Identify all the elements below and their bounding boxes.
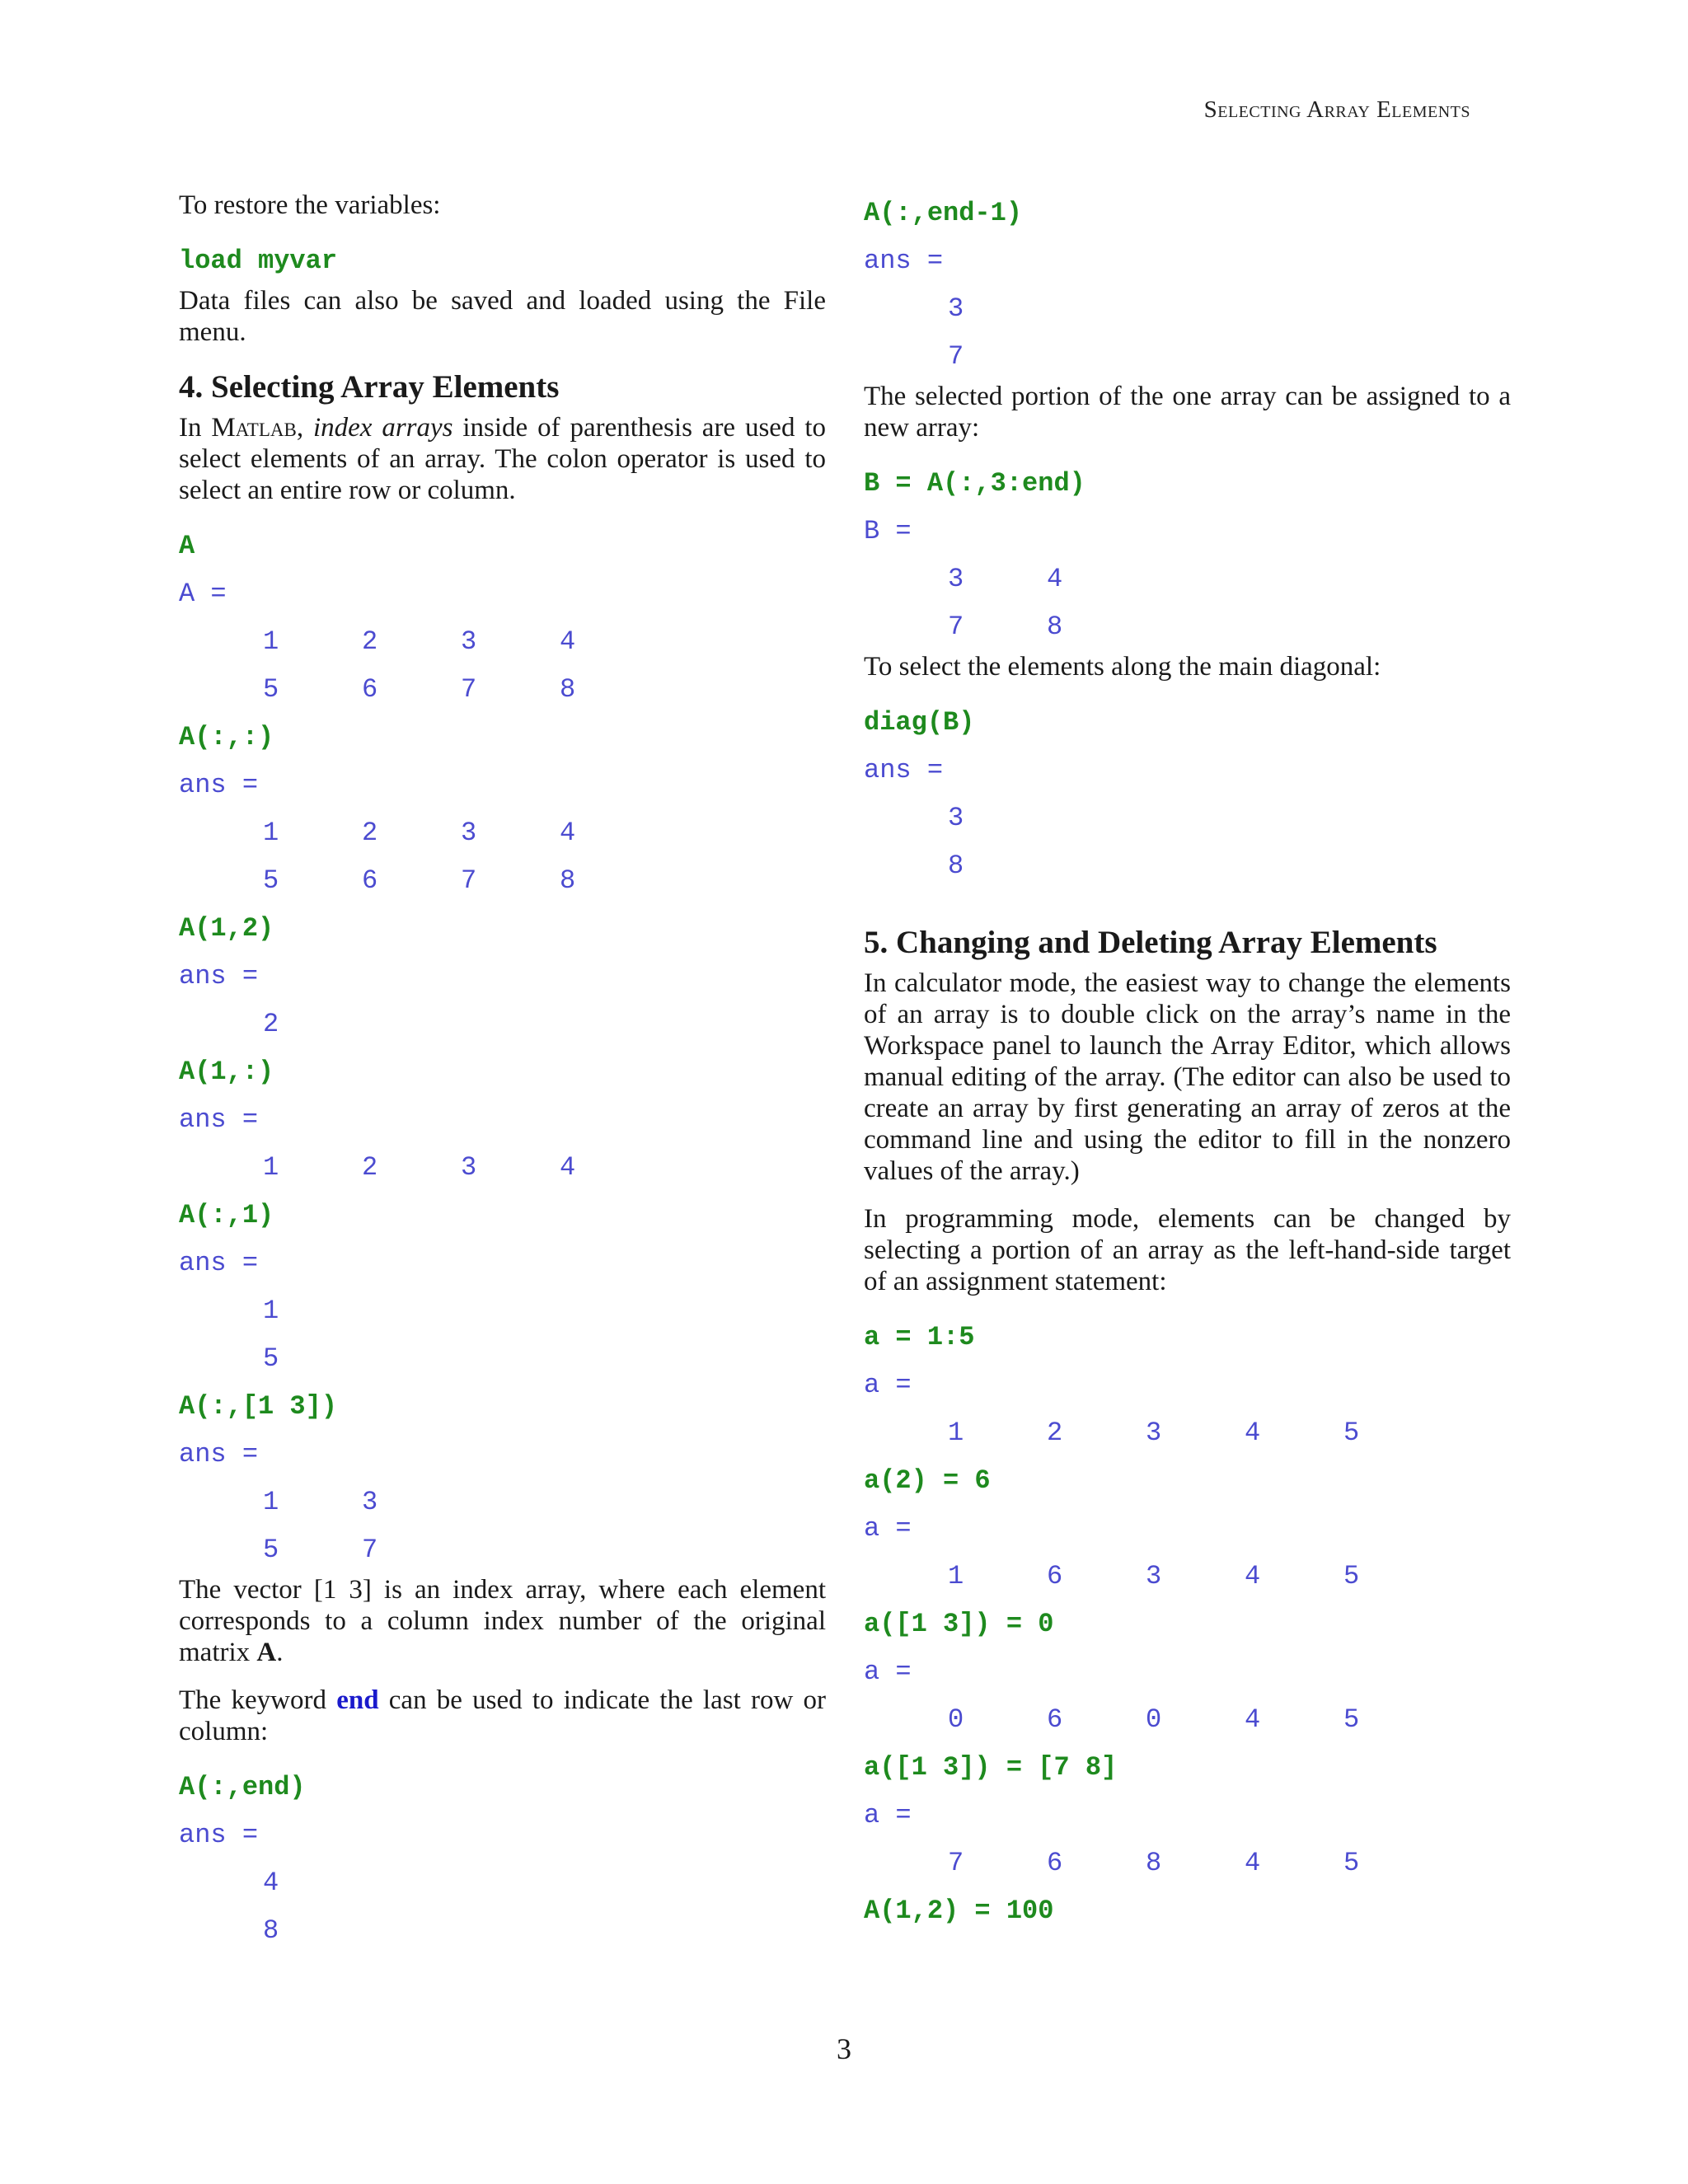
matlab-name: Matlab (211, 413, 297, 443)
output-A1row: ans = (179, 1104, 259, 1135)
command-diag: diag(B) (864, 707, 975, 738)
output-A12: ans = (179, 961, 259, 991)
paragraph-intro (179, 412, 826, 506)
paragraph-datafiles: Data files can also be saved and loaded using the File menu. (179, 286, 826, 347)
vector-text: The vector [1 3] is an index array, where each element corresponds to a column index number of the original matrix (179, 1575, 826, 1667)
intro-text-b: inside of parenthesis are used to select elements of an array. The colon operator is used to select an entire row or column. (179, 413, 826, 505)
command-A100: A(1,2) = 100 (864, 1896, 1054, 1926)
output-a78: a = (864, 1800, 912, 1830)
command-A: A (179, 531, 195, 561)
output-Acol13: ans = (179, 1439, 259, 1469)
matrix-row: 8 (263, 1915, 279, 1946)
matrix-row: 1 2 3 4 (263, 1152, 576, 1183)
matrix-row: 1 2 3 4 5 (948, 1418, 1360, 1448)
command-A1row: A(1,:) (179, 1057, 274, 1087)
command-Aend: A(:,end) (179, 1772, 306, 1802)
output-A: A = (179, 579, 227, 609)
output-B: B = (864, 516, 912, 546)
matrix-row: 4 (263, 1868, 279, 1898)
running-header: Selecting Array Elements (1203, 96, 1470, 123)
matrix-row: 5 6 7 8 (263, 865, 576, 896)
matrix-A-bold: A (256, 1638, 277, 1667)
output-a2: a = (864, 1513, 912, 1544)
matrix-row: 3 (948, 803, 964, 833)
paragraph-calculator: In calculator mode, the easiest way to change the elements of an array is to double click on the array’s name in the Workspace panel to launch the Array Editor, which allows manual editing of the array. (The editor can also be used to create an array by first generating an array of zeros at the command line and using the editor to fill in the nonzero values of the array.) (864, 968, 1511, 1186)
command-a2: a(2) = 6 (864, 1465, 991, 1496)
matrix-row: 1 6 3 4 5 (948, 1561, 1360, 1591)
left-column (179, 190, 826, 1955)
matrix-row: 1 (263, 1296, 279, 1326)
keyword-text-a: The keyword (179, 1685, 337, 1715)
paragraph-restore: To restore the variables: (179, 190, 441, 220)
output-Acol1: ans = (179, 1248, 259, 1278)
intro-text-a: In (179, 413, 212, 443)
keyword-text-b: can be used to indicate the last row or column: (179, 1685, 826, 1746)
section-heading-4: 4. Selecting Array Elements (179, 369, 560, 405)
matrix-row: 7 8 (948, 612, 1063, 642)
matrix-row: 5 7 (263, 1535, 378, 1565)
matrix-row: 3 4 (948, 564, 1063, 594)
matrix-row: 3 (948, 293, 964, 324)
command-a78: a([1 3]) = [7 8] (864, 1752, 1118, 1783)
command-A12: A(1,2) (179, 913, 274, 944)
command-a15: a = 1:5 (864, 1322, 975, 1352)
right-column (864, 190, 1511, 1935)
paragraph-keyword (179, 1685, 826, 1747)
vector-period: . (276, 1638, 284, 1667)
output-a13: a = (864, 1657, 912, 1687)
matrix-row: 7 6 8 4 5 (948, 1848, 1360, 1878)
paragraph-programming: In programming mode, elements can be changed by selecting a portion of an array as the left-hand-side target of an assignment statement: (864, 1204, 1511, 1296)
section-heading-5: 5. Changing and Deleting Array Elements (864, 925, 1437, 960)
output-Aend: ans = (179, 1820, 259, 1850)
output-a15: a = (864, 1370, 912, 1400)
matrix-row: 1 3 (263, 1487, 378, 1517)
matrix-row: 7 (948, 341, 964, 372)
command-Aendm1: A(:,end-1) (864, 198, 1023, 228)
paragraph-assign: The selected portion of the one array can be assigned to a new array: (864, 382, 1511, 443)
matrix-row: 2 (263, 1009, 279, 1039)
matrix-row: 5 6 7 8 (263, 674, 576, 705)
page-number: 3 (837, 2032, 851, 2065)
paragraph-vector (179, 1574, 826, 1668)
output-Aendm1: ans = (864, 246, 944, 276)
command-B: B = A(:,3:end) (864, 468, 1085, 499)
matrix-row: 1 2 3 4 (263, 626, 576, 657)
output-all: ans = (179, 770, 259, 800)
paragraph-diag: To select the elements along the main diagonal: (864, 652, 1381, 682)
command-load: load myvar (179, 246, 338, 276)
output-diag: ans = (864, 755, 944, 785)
command-Acol1: A(:,1) (179, 1200, 274, 1230)
keyword-end: end (336, 1685, 379, 1715)
matrix-row: 0 6 0 4 5 (948, 1704, 1360, 1735)
index-arrays-term: index arrays (312, 413, 453, 443)
command-all: A(:,:) (179, 722, 274, 752)
matrix-row: 1 2 3 4 (263, 818, 576, 848)
command-Acol13: A(:,[1 3]) (179, 1391, 338, 1422)
intro-comma: , (296, 413, 313, 443)
command-a13: a([1 3]) = 0 (864, 1609, 1054, 1639)
matrix-row: 8 (948, 851, 964, 881)
matrix-row: 5 (263, 1343, 279, 1374)
